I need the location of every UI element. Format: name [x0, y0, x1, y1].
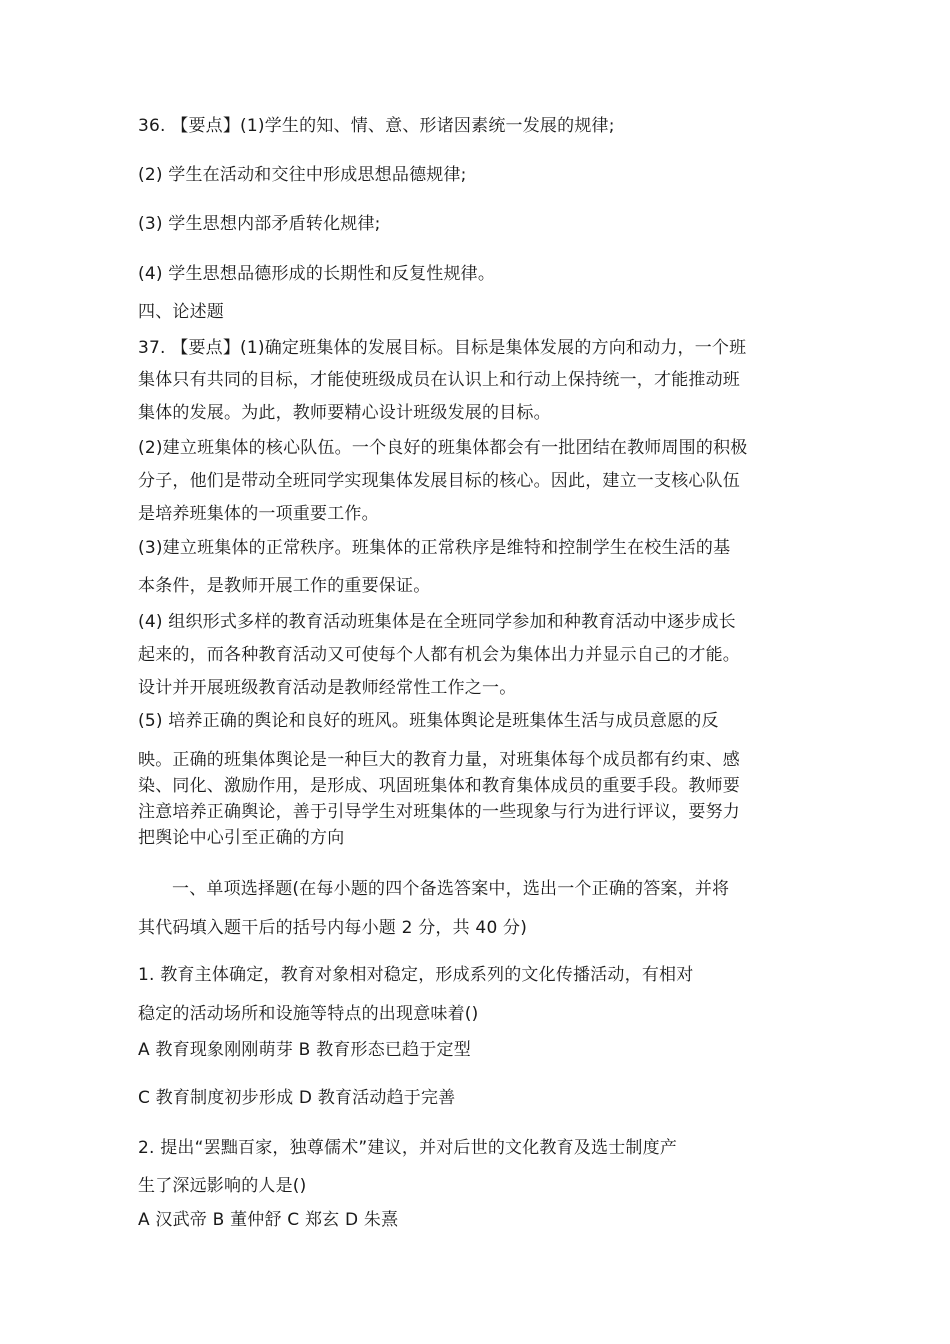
section-choice-line-2: 其代码填入题干后的括号内每小题 2 分，共 40 分)	[138, 918, 528, 938]
q1-options-ab: A 教育现象刚刚萌芽 B 教育形态已趋于定型	[138, 1040, 471, 1060]
q37-p1-line-2: 集体只有共同的目标，才能使班级成员在认识上和行动上保持统一，才能推动班	[138, 370, 740, 390]
q1-line-1: 1. 教育主体确定，教育对象相对稳定，形成系列的文化传播活动，有相对	[138, 965, 694, 985]
q2-line-2: 生了深远影响的人是()	[138, 1176, 307, 1196]
q36-line-4: (4) 学生思想品德形成的长期性和反复性规律。	[138, 264, 496, 284]
q2-options: A 汉武帝 B 董仲舒 C 郑玄 D 朱熹	[138, 1210, 399, 1230]
q37-p4-line-3: 设计并开展班级教育活动是教师经常性工作之一。	[138, 678, 517, 698]
q37-p5-line-2: 映。正确的班集体舆论是一种巨大的教育力量，对班集体每个成员都有约束、感	[138, 750, 740, 770]
q37-p2-line-3: 是培养班集体的一项重要工作。	[138, 504, 379, 524]
q36-line-3: (3) 学生思想内部矛盾转化规律;	[138, 214, 381, 234]
q1-options-cd: C 教育制度初步形成 D 教育活动趋于完善	[138, 1088, 456, 1108]
q37-p1-line-3: 集体的发展。为此，教师要精心设计班级发展的目标。	[138, 403, 551, 423]
q36-line-1: 36. 【要点】(1)学生的知、情、意、形诸因素统一发展的规律;	[138, 116, 615, 136]
q1-line-2: 稳定的活动场所和设施等特点的出现意味着()	[138, 1004, 479, 1024]
section-title-choice: 一、单项选择题(在每小题的四个备选答案中，选出一个正确的答案，并将	[172, 879, 730, 899]
q37-p2-line-2: 分子，他们是带动全班同学实现集体发展目标的核心。因此，建立一支核心队伍	[138, 471, 740, 491]
q37-p5-line-1: (5) 培养正确的舆论和良好的班风。班集体舆论是班集体生活与成员意愿的反	[138, 711, 719, 731]
q37-p5-line-4: 注意培养正确舆论，善于引导学生对班集体的一些现象与行为进行评议，要努力	[138, 802, 740, 822]
q37-p4-line-1: (4) 组织形式多样的教育活动班集体是在全班同学参加和种教育活动中逐步成长	[138, 612, 736, 632]
q37-p2-line-1: (2)建立班集体的核心队伍。一个良好的班集体都会有一批团结在教师周围的积极	[138, 438, 748, 458]
q37-p3-line-1: (3)建立班集体的正常秩序。班集体的正常秩序是维特和控制学生在校生活的基	[138, 538, 731, 558]
q2-line-1: 2. 提出“罢黜百家，独尊儒术”建议，并对后世的文化教育及选士制度产	[138, 1138, 678, 1158]
section-title-essay: 四、论述题	[138, 302, 224, 322]
q37-p3-line-2: 本条件，是教师开展工作的重要保证。	[138, 576, 431, 596]
q37-p5-line-3: 染、同化、激励作用，是形成、巩固班集体和教育集体成员的重要手段。教师要	[138, 776, 740, 796]
q37-p5-line-5: 把舆论中心引至正确的方向	[138, 828, 345, 848]
q37-p1-line-1: 37. 【要点】(1)确定班集体的发展目标。目标是集体发展的方向和动力，一个班	[138, 338, 747, 358]
q37-p4-line-2: 起来的，而各种教育活动又可使每个人都有机会为集体出力并显示自己的才能。	[138, 645, 740, 665]
q36-line-2: (2) 学生在活动和交往中形成思想品德规律;	[138, 165, 467, 185]
